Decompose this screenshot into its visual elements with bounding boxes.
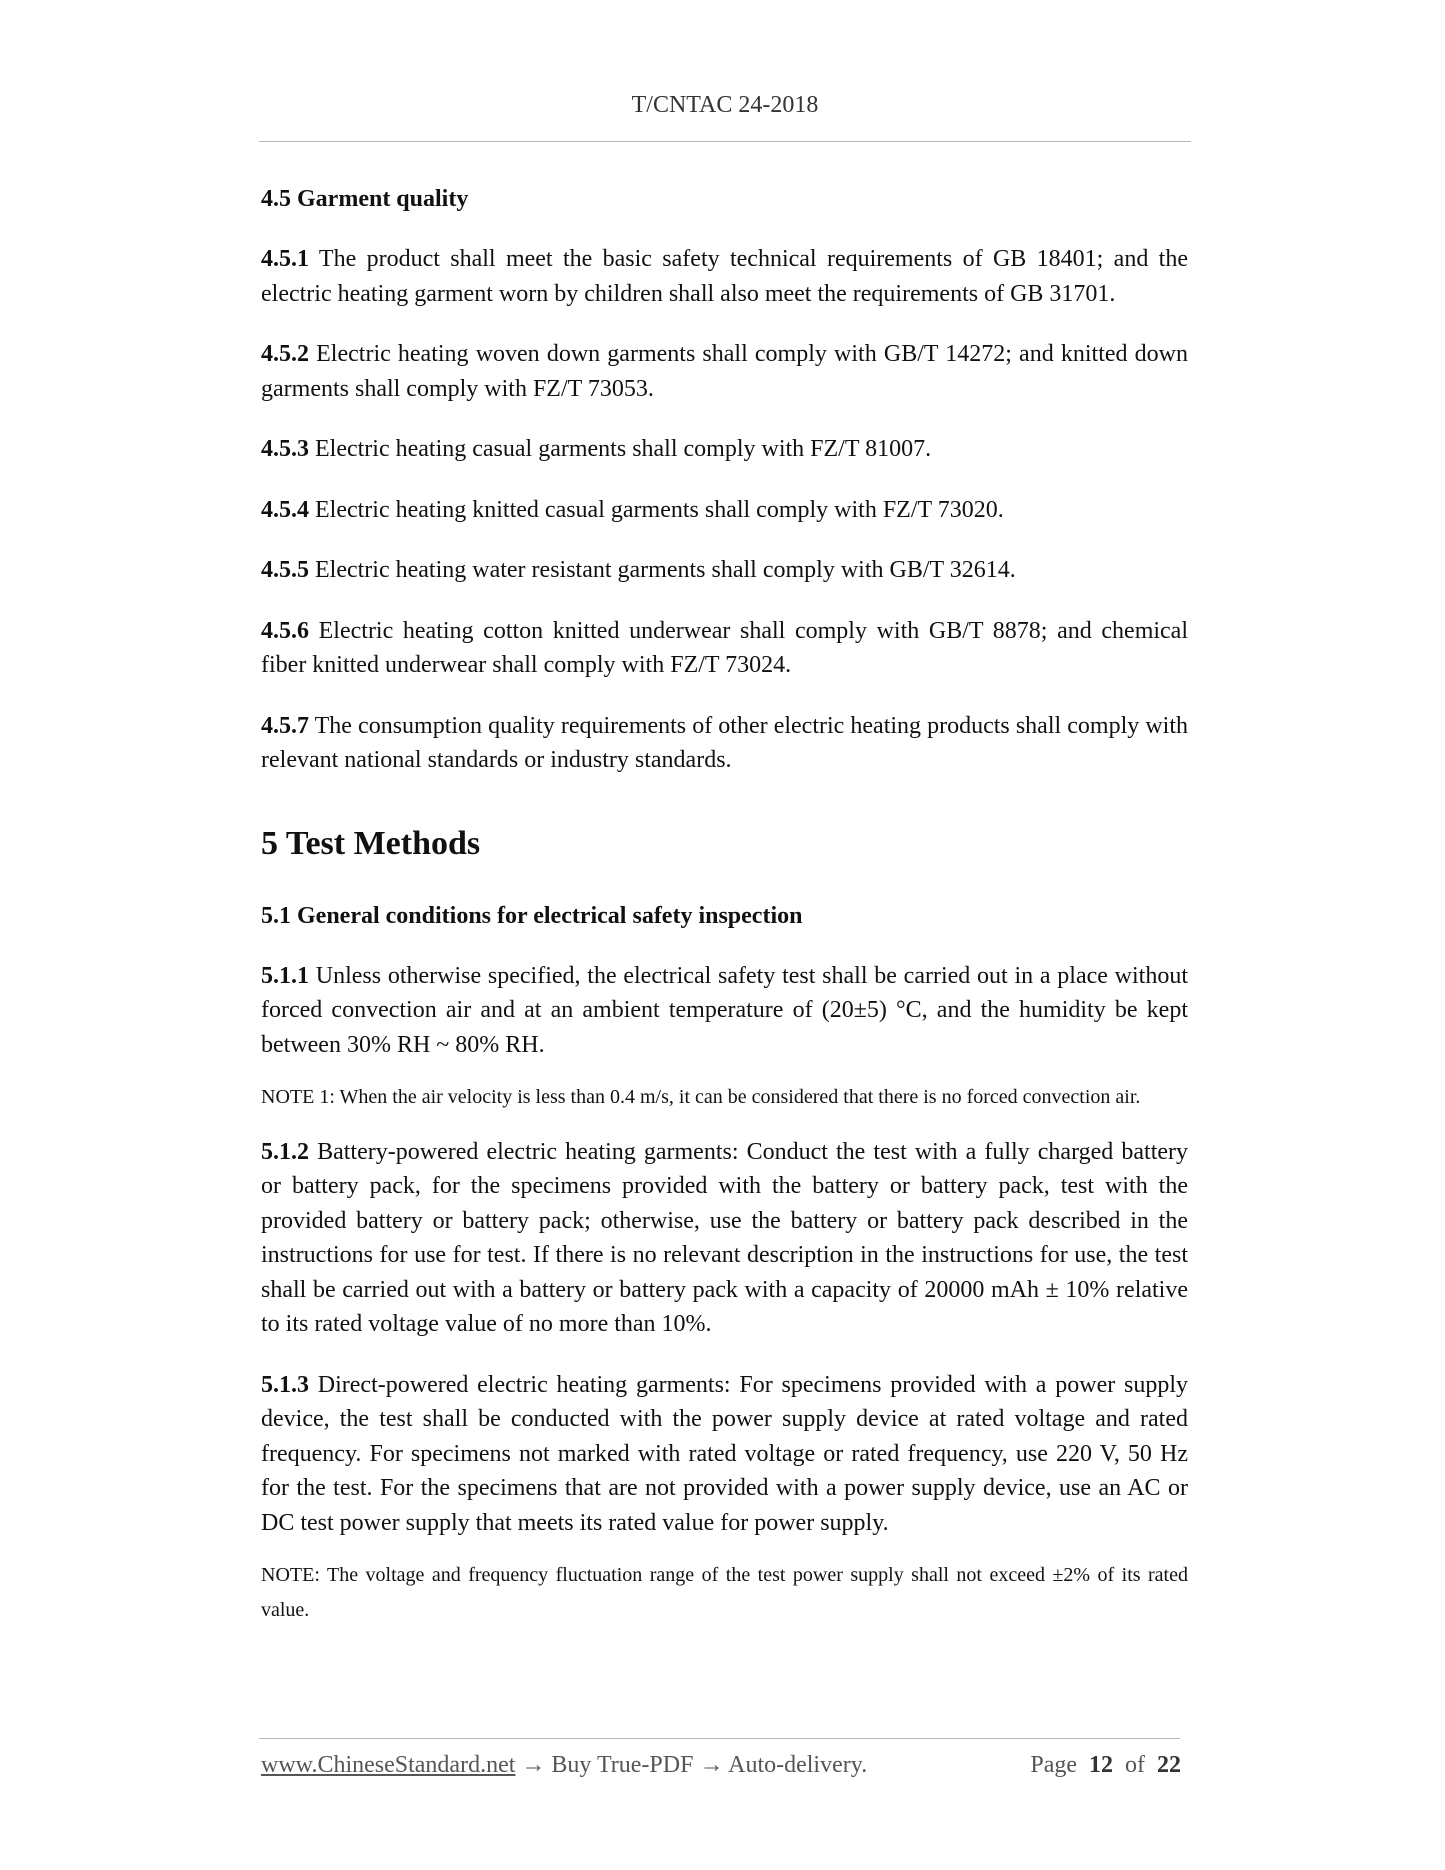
clause-text: Electric heating water resistant garments shall comply with GB/T 32614. [309, 557, 1016, 583]
clause-number: 4.5.6 [261, 617, 309, 644]
clause-text: The consumption quality requirements of other electric heating products shall comply with relevant national standards or industry standards. [261, 712, 1188, 773]
clause-4-5-4 [261, 493, 1188, 528]
clause-text: Electric heating woven down garments shall comply with GB/T 14272; and knitted down garments shall comply with FZ/T 73053. [261, 341, 1188, 402]
note-1: NOTE 1: When the air velocity is less than 0.4 m/s, it can be considered that there is no forced convection air. [261, 1086, 1141, 1108]
clause-4-5-5 [261, 553, 1188, 588]
website-link[interactable]: www.ChineseStandard.net [261, 1752, 516, 1778]
footer-divider [259, 1738, 1180, 1739]
clause-4-5-7 [261, 709, 1188, 778]
page-content [261, 182, 1188, 1627]
clause-text: Electric heating cotton knitted underwear shall comply with GB/T 8878; and chemical fiber knitted underwear shall comply with FZ/T 73024. [261, 617, 1188, 678]
clause-text: Unless otherwise specified, the electrical safety test shall be carried out in a place without forced convection air and at an ambient temperature of (20±5) °C, and the humidity be kept between 30% RH ~ 80% RH. [261, 962, 1188, 1058]
clause-text: Direct-powered electric heating garments: For specimens provided with a power supply device, the test shall be conducted with the power supply device at rated voltage and rated frequency. For specimens not marked with rated voltage or rated frequency, use 220 V, 50 Hz for the test. For the specimens that are not provided with a power supply device, use an AC or DC test power supply that meets its rated value for power supply. [261, 1371, 1188, 1536]
clause-5-1-2 [261, 1135, 1188, 1342]
page-number: 12 [1089, 1752, 1113, 1778]
page-indicator [1030, 1752, 1181, 1779]
promo-text: → Buy True-PDF → Auto-delivery. [515, 1752, 868, 1778]
clause-number: 4.5.7 [261, 712, 309, 739]
clause-number: 5.1.1 [261, 962, 309, 989]
clause-number: 4.5.4 [261, 496, 309, 523]
clause-number: 4.5.2 [261, 341, 309, 367]
clause-4-5-6 [261, 614, 1188, 683]
clause-number: 5.1.2 [261, 1138, 309, 1165]
clause-text: Electric heating knitted casual garments shall comply with FZ/T 73020. [309, 496, 1004, 523]
clause-5-1-3 [261, 1368, 1188, 1541]
clause-text: The product shall meet the basic safety technical requirements of GB 18401; and the electric heating garment worn by children shall also meet the requirements of GB 31701. [261, 246, 1188, 307]
section-4-5-heading: 4.5 Garment quality [261, 186, 469, 212]
footer-promo [261, 1752, 867, 1779]
total-pages: 22 [1157, 1752, 1181, 1778]
clause-4-5-3 [261, 432, 1188, 467]
clause-number: 4.5.3 [261, 436, 309, 462]
clause-number: 5.1.3 [261, 1371, 309, 1398]
clause-text: Electric heating casual garments shall comply with FZ/T 81007. [309, 436, 932, 462]
clause-5-1-1 [261, 959, 1188, 1063]
note-2: NOTE: The voltage and frequency fluctuation range of the test power supply shall not exceed ±2% of its rated value. [261, 1564, 1188, 1621]
section-5-heading: 5 Test Methods [261, 824, 481, 862]
section-5-1-heading: 5.1 General conditions for electrical safety inspection [261, 902, 803, 929]
header-divider [259, 141, 1191, 142]
page-header: T/CNTAC 24-2018 [631, 92, 819, 118]
clause-4-5-1 [261, 242, 1188, 311]
clause-number: 4.5.5 [261, 557, 309, 583]
clause-4-5-2 [261, 337, 1188, 406]
clause-text: Battery-powered electric heating garments: Conduct the test with a fully charged battery or battery pack, for the specimens provided with the battery or battery pack, test with the provided battery or battery pack; otherwise, use the battery or battery pack described in the instructions for use for test. If there is no relevant description in the instructions for use, the test shall be carried out with a battery or battery pack with a capacity of 20000 mAh ± 10% relative to its rated voltage value of no more than 10%. [261, 1138, 1188, 1337]
page-label: Page [1030, 1752, 1077, 1778]
clause-number: 4.5.1 [261, 246, 309, 272]
of-label: of [1125, 1752, 1145, 1778]
